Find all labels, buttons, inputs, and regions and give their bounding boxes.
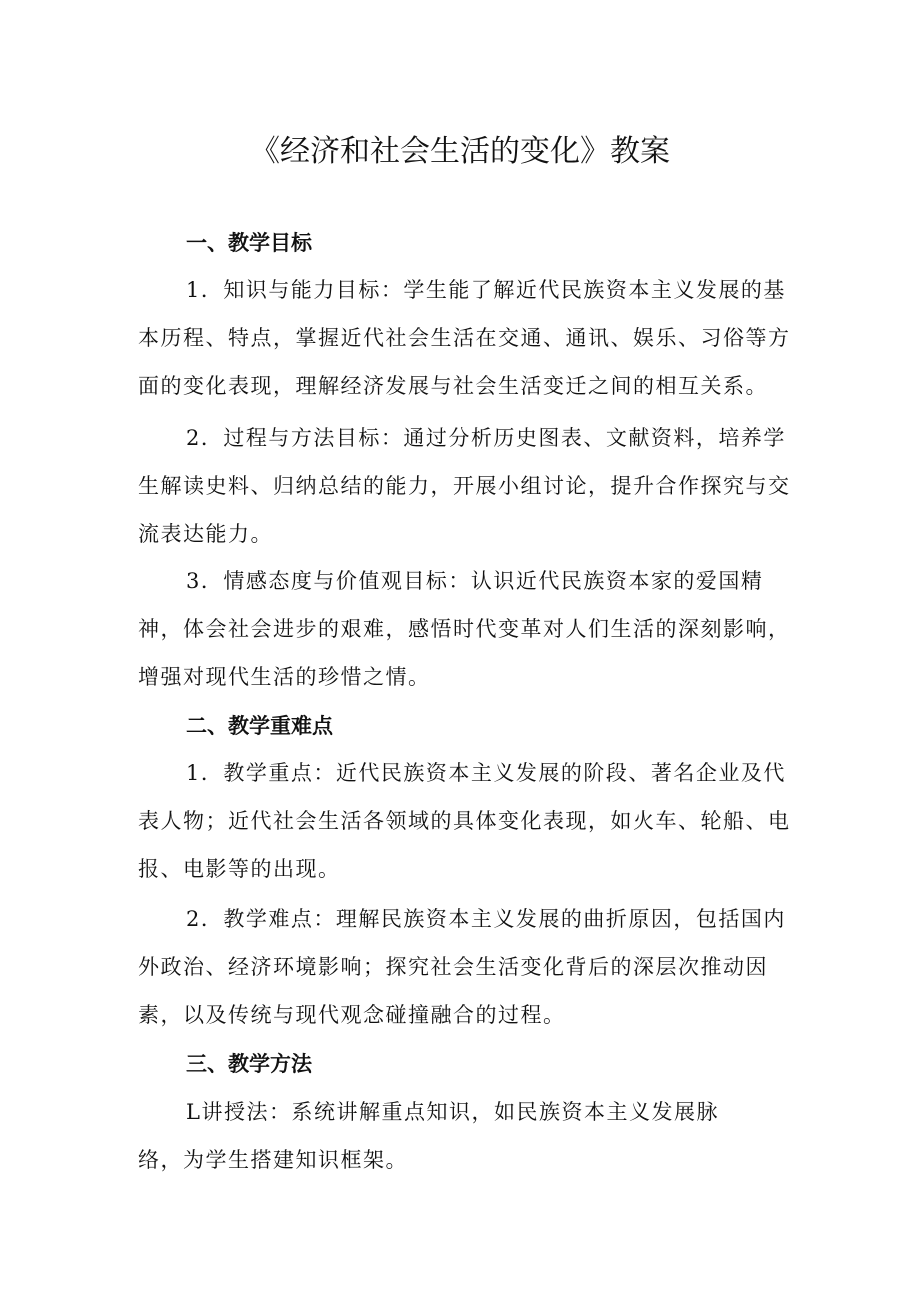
paragraph-objective-process: 2．过程与方法目标：通过分析历史图表、文献资料，培养学生解读史料、归纳总结的能力，开展小组讨论，提升合作探究与交流表达能力。 <box>138 426 791 546</box>
document-title: 《经济和社会生活的变化》教案 <box>250 134 670 169</box>
paragraph-difficult-point: 2．教学难点：理解民族资本主义发展的曲折原因，包括国内外政治、经济环境影响；探究社会生活变化背后的深层次推动因素，以及传统与现代观念碰撞融合的过程。 <box>138 907 786 1027</box>
paragraph-key-point: 1．教学重点：近代民族资本主义发展的阶段、著名企业及代表人物；近代社会生活各领域的具体变化表现，如火车、轮船、电报、电影等的出现。 <box>138 761 791 881</box>
section-heading-methods: 三、教学方法 <box>186 1052 312 1076</box>
section-heading-key-points: 二、教学重难点 <box>186 714 333 738</box>
paragraph-method-lecture: L讲授法：系统讲解重点知识，如民族资本主义发展脉络，为学生搭建知识框架。 <box>138 1100 719 1172</box>
paragraph-objective-values: 3．情感态度与价值观目标：认识近代民族资本家的爱国精神，体会社会进步的艰难，感悟时代变革对人们生活的深刻影响，增强对现代生活的珍惜之情。 <box>138 569 791 689</box>
paragraph-objective-knowledge: 1．知识与能力目标：学生能了解近代民族资本主义发展的基本历程、特点，掌握近代社会生活在交通、通讯、娱乐、习俗等方面的变化表现，理解经济发展与社会生活变迁之间的相互关系。 <box>138 278 791 398</box>
section-heading-objectives: 一、教学目标 <box>186 231 312 255</box>
